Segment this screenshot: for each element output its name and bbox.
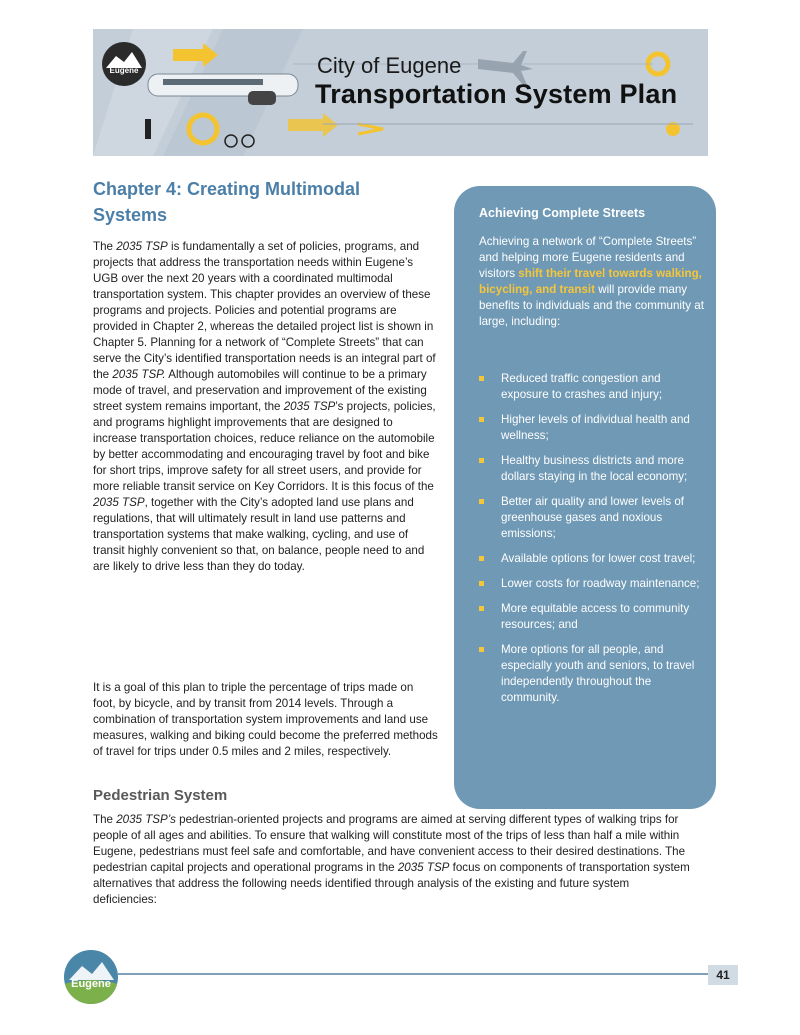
text-run: pedestrian-oriented projects and programs are aimed at serving different types of walking trips for people of all ages and abilities. To ensure that walking will constitute most of the trips of less than half a mile within Eugene, pedestrians must feel safe and comfortable, and have convenient access to their desired destinations. The pedestrian capital projects and operational programs in the (93, 813, 686, 874)
text-run-italic: 2035 TSP (283, 400, 336, 413)
text-run: focus on components of transportation system alternatives that address the following needs identified through analysis of the existing and future system deficiencies: (93, 861, 690, 906)
list-item-text: Lower costs for roadway maintenance; (501, 577, 700, 590)
list-item (479, 551, 711, 567)
text-run: ’s projects, policies, and programs highlight improvements that are designed to increase transportation choices, reduce reliance on the automobile by better accommodating and encouraging travel by foot and bike for short trips, improve safety for all street users, and provide for more reliable transit service on Key Corridors. It is this focus of the (93, 400, 436, 493)
text-run-italic: 2035 TSP (116, 240, 168, 253)
list-item-text: Available options for lower cost travel; (501, 552, 696, 565)
pedestrian-paragraph (93, 812, 693, 908)
intro-paragraph (93, 239, 438, 575)
bullet-icon (479, 417, 484, 422)
bullet-icon (479, 499, 484, 504)
banner-city: City of Eugene (317, 53, 462, 78)
bullet-icon (479, 647, 484, 652)
bullet-icon (479, 458, 484, 463)
list-item (479, 453, 711, 485)
list-item (479, 494, 711, 542)
text-run: , together with the City’s adopted land use plans and regulations, that will ultimately result in land use patterns and transportation systems that make walking, cycling, and use of transit highly convenient so that, on balance, people need to and are likely to drive less than they do today. (93, 496, 425, 573)
list-item-text: Higher levels of individual health and wellness; (501, 413, 690, 442)
goal-text: It is a goal of this plan to triple the percentage of trips made on foot, by bicycle, and by transit from 2014 levels. Through a combination of transportation system improvements and land use measures, walking and biking could become the preferred methods of travel for trips under 0.5 miles and 2 miles, respectively. (93, 681, 438, 758)
bullet-icon (479, 581, 484, 586)
text-run: Although automobiles will continue to be a primary mode of travel, and preservation and improvement of the existing street system remains important, the (93, 368, 427, 413)
list-item-text: Healthy business districts and more dollars staying in the local economy; (501, 454, 688, 483)
text-run: Achieving a network of “Complete Streets” and helping more Eugene residents and visitors (479, 235, 697, 280)
list-item-text: More options for all people, and especially youth and seniors, to travel independently throughout the community. (501, 643, 695, 704)
highlight-text: shift their travel towards walking, bicycling, and transit (479, 267, 702, 296)
text-run: will provide many benefits to individuals and the community at large, including: (479, 283, 704, 328)
bullet-icon (479, 606, 484, 611)
banner-title: Transportation System Plan (315, 79, 678, 109)
text-run-italic: 2035 TSP (397, 861, 450, 874)
section-title: Pedestrian System (93, 787, 228, 804)
list-item (479, 371, 711, 403)
footer-logo-text: Eugene (71, 978, 111, 990)
list-item (479, 412, 711, 444)
list-item-text: More equitable access to community resources; and (501, 602, 690, 631)
sidebar-intro (479, 234, 704, 330)
text-run: The (93, 813, 117, 826)
footer-eugene-logo (64, 950, 118, 1004)
footer-divider (118, 973, 708, 975)
eugene-logo (102, 42, 146, 86)
sidebar-title: Achieving Complete Streets (479, 206, 646, 220)
list-item (479, 576, 711, 592)
list-item-text: Better air quality and lower levels of greenhouse gases and noxious emissions; (501, 495, 685, 540)
list-item-text: Reduced traffic congestion and exposure to crashes and injury; (501, 372, 663, 401)
text-run-italic: 2035 TSP’s (116, 813, 176, 826)
goal-paragraph (93, 680, 438, 760)
text-run-italic: 2035 TSP (93, 496, 145, 509)
bullet-icon (479, 556, 484, 561)
chapter-title: Chapter 4: Creating Multimodal Systems (93, 179, 361, 225)
text-run-italic: 2035 TSP. (112, 368, 166, 381)
bullet-icon (479, 376, 484, 381)
logo-text: Eugene (109, 66, 139, 75)
header-banner (93, 29, 708, 156)
page-number: 41 (708, 965, 738, 985)
complete-streets-sidebar (454, 186, 716, 809)
list-item (479, 642, 711, 706)
benefits-list (479, 371, 711, 715)
text-run: The (93, 240, 117, 253)
text-run: is fundamentally a set of policies, programs, and projects that address the transportation needs within Eugene’s UGB over the next 20 years with a coordinated multimodal transportation system. This chapter provides an overview of these programs and projects. Policies and potential programs are provided in Chapter 2, whereas the detailed project list is shown in Chapter 5. Planning for a network of “Complete Streets” that can serve the City’s identified transportation needs is an integral part of the (93, 240, 436, 381)
list-item (479, 601, 711, 633)
